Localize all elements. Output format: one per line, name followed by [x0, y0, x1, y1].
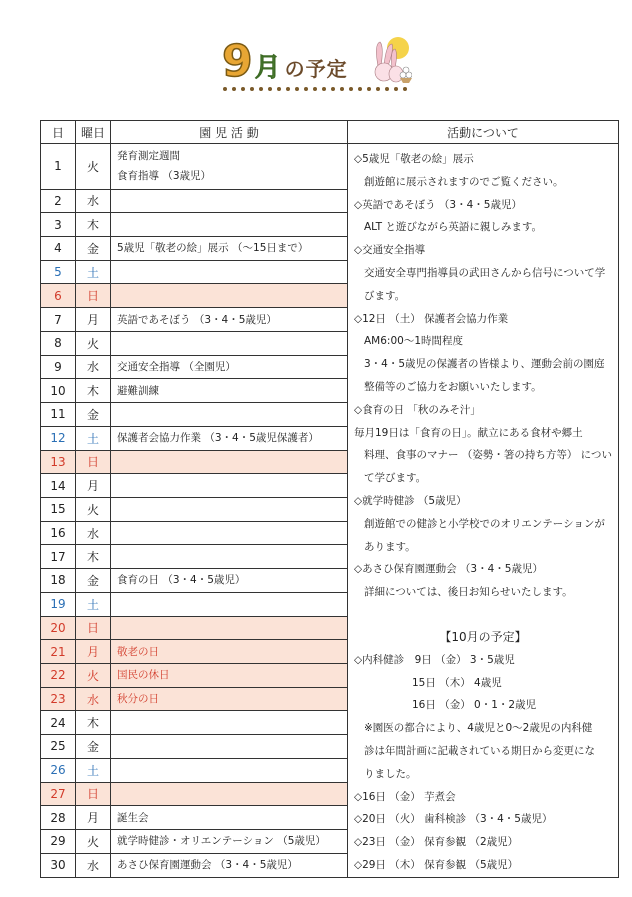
day-cell: 20 — [41, 616, 76, 640]
activity-cell — [111, 189, 348, 213]
weekday-cell: 日 — [76, 284, 111, 308]
activity-text: 就学時健診・オリエンテーション （5歳児） — [117, 835, 326, 848]
activity-cell — [111, 450, 348, 474]
note-line: ◇食育の日 「秋のみそ汁」 — [354, 403, 481, 416]
note-line: ◇12日 （土） 保護者会協力作業 — [354, 312, 509, 325]
day-cell: 16 — [41, 521, 76, 545]
note-line: びます。 — [364, 289, 406, 302]
next-month-line: ◇16日 （金） 芋煮会 — [354, 790, 456, 803]
activity-text: あさひ保育園運動会 （3・4・5歳児） — [117, 859, 298, 872]
activity-cell — [111, 569, 348, 593]
note-line: 創遊館に展示されますのでご覧ください。 — [364, 175, 564, 188]
weekday-cell: 月 — [76, 308, 111, 332]
notes-cell — [348, 144, 619, 878]
activity-cell — [111, 711, 348, 735]
schedule-body — [41, 144, 619, 878]
note-line: 3・4・5歳児の保護者の皆様より、運動会前の園庭 — [364, 358, 605, 371]
day-cell: 1 — [41, 144, 76, 190]
activity-cell — [111, 403, 348, 427]
next-month-line: ◇23日 （金） 保育参観 （2歳児） — [354, 836, 519, 849]
day-cell: 17 — [41, 545, 76, 569]
note-line: ◇英語であそぼう （3・4・5歳児） — [354, 198, 522, 211]
day-cell: 10 — [41, 379, 76, 403]
activity-cell — [111, 379, 348, 403]
day-cell: 27 — [41, 782, 76, 806]
table-row — [41, 144, 619, 190]
activity-text: 5歳児「敬老の絵」展示 （～15日まで） — [117, 242, 309, 255]
day-cell: 28 — [41, 806, 76, 830]
day-cell: 8 — [41, 331, 76, 355]
day-cell: 14 — [41, 474, 76, 498]
activity-cell — [111, 260, 348, 284]
day-cell: 19 — [41, 592, 76, 616]
activity-cell — [111, 237, 348, 261]
weekday-cell: 金 — [76, 237, 111, 261]
activity-cell — [111, 663, 348, 687]
day-cell: 23 — [41, 687, 76, 711]
day-cell: 7 — [41, 308, 76, 332]
note-line: 毎月19日は「食育の日」。献立にある食材や郷土 — [354, 426, 583, 439]
day-cell: 22 — [41, 663, 76, 687]
note-line: AM6:00～1時間程度 — [364, 335, 464, 348]
activity-text: 食育指導 （3歳児） — [117, 170, 212, 183]
weekday-cell: 日 — [76, 782, 111, 806]
weekday-cell: 金 — [76, 569, 111, 593]
activity-text: 発育測定週間 — [117, 150, 180, 163]
note-line: ◇5歳児「敬老の絵」展示 — [354, 153, 474, 165]
activity-cell — [111, 640, 348, 664]
activity-cell — [111, 687, 348, 711]
next-month-line: ◇29日 （木） 保育参観 （5歳児） — [354, 858, 519, 871]
note-line: 整備等のご協力をお願いいたします。 — [364, 380, 542, 393]
header-notes: 活動について — [348, 121, 619, 144]
weekday-cell: 木 — [76, 379, 111, 403]
day-cell: 29 — [41, 830, 76, 854]
weekday-cell: 日 — [76, 616, 111, 640]
activity-cell — [111, 474, 348, 498]
next-month-line: ◇20日 （火） 歯科検診 （3・4・5歳児） — [354, 813, 553, 826]
notes-content — [348, 144, 618, 877]
activity-cell — [111, 782, 348, 806]
day-cell: 18 — [41, 569, 76, 593]
note-line: て学びます。 — [364, 472, 427, 485]
activity-text: 食育の日 （3・4・5歳児） — [117, 574, 246, 587]
activity-text: 交通安全指導 （全園児） — [117, 360, 236, 373]
weekday-cell: 土 — [76, 260, 111, 284]
weekday-cell: 日 — [76, 450, 111, 474]
note-line: ALT と遊びながら英語に親しみます。 — [364, 221, 542, 234]
activity-cell — [111, 331, 348, 355]
weekday-cell: 月 — [76, 806, 111, 830]
activity-cell — [111, 830, 348, 854]
weekday-cell: 火 — [76, 830, 111, 854]
day-cell: 3 — [41, 213, 76, 237]
next-month-line: 診は年間計画に記載されている期日から変更にな — [364, 744, 595, 757]
next-month-line: 16日 （金） 0・1・2歳児 — [412, 699, 537, 712]
day-cell: 6 — [41, 284, 76, 308]
weekday-cell: 土 — [76, 426, 111, 450]
weekday-cell: 水 — [76, 355, 111, 379]
activity-cell — [111, 592, 348, 616]
next-month-title: 【10月の予定】 — [439, 629, 527, 644]
note-line: 詳細については、後日お知らせいたします。 — [364, 586, 573, 599]
activity-text: 英語であそぼう （3・4・5歳児） — [117, 313, 277, 326]
day-cell: 21 — [41, 640, 76, 664]
activity-text: 敬老の日 — [117, 645, 159, 658]
activity-cell — [111, 355, 348, 379]
weekday-cell: 火 — [76, 331, 111, 355]
day-cell: 30 — [41, 853, 76, 877]
weekday-cell: 土 — [76, 592, 111, 616]
schedule-table — [40, 120, 619, 878]
day-cell: 12 — [41, 426, 76, 450]
title-month: 月 — [254, 53, 281, 83]
dotted-underline — [222, 86, 412, 92]
note-line: 創遊館での健診と小学校でのオリエンテーションが — [364, 517, 605, 530]
page-header — [0, 28, 632, 98]
weekday-cell: 土 — [76, 758, 111, 782]
activity-cell — [111, 144, 348, 190]
weekday-cell: 月 — [76, 640, 111, 664]
activity-cell — [111, 853, 348, 877]
day-cell: 26 — [41, 758, 76, 782]
weekday-cell: 水 — [76, 189, 111, 213]
activity-cell — [111, 497, 348, 521]
activity-text: 秋分の日 — [117, 693, 159, 706]
weekday-cell: 水 — [76, 521, 111, 545]
activity-cell — [111, 806, 348, 830]
day-cell: 15 — [41, 497, 76, 521]
day-cell: 2 — [41, 189, 76, 213]
note-line: ◇交通安全指導 — [354, 244, 426, 257]
header-weekday: 曜日 — [76, 121, 111, 144]
table-header-row — [41, 121, 619, 144]
day-cell: 9 — [41, 355, 76, 379]
title-number: 9 — [222, 36, 253, 87]
weekday-cell: 火 — [76, 663, 111, 687]
day-cell: 24 — [41, 711, 76, 735]
next-month-line: 15日 （木） 4歳児 — [412, 676, 502, 689]
day-cell: 13 — [41, 450, 76, 474]
activity-cell — [111, 213, 348, 237]
weekday-cell: 金 — [76, 403, 111, 427]
day-cell: 4 — [41, 237, 76, 261]
page-title — [222, 34, 348, 87]
weekday-cell: 火 — [76, 497, 111, 521]
weekday-cell: 木 — [76, 545, 111, 569]
header-activities: 園 児 活 動 — [111, 121, 348, 144]
next-month-line: ※園医の都合により、4歳児と0～2歳児の内科健 — [364, 722, 593, 735]
weekday-cell: 火 — [76, 144, 111, 190]
activity-cell — [111, 284, 348, 308]
weekday-cell: 水 — [76, 687, 111, 711]
activity-text: 誕生会 — [117, 811, 149, 824]
activity-text: 保護者会協力作業 （3・4・5歳児保護者） — [117, 432, 319, 445]
activity-cell — [111, 426, 348, 450]
next-month-line: ◇内科健診 9日 （金） 3・5歳児 — [354, 653, 515, 666]
day-cell: 25 — [41, 735, 76, 759]
note-line: 交通安全専門指導員の武田さんから信号について学 — [364, 266, 606, 279]
note-line: ◇就学時健診 （5歳児） — [354, 494, 467, 507]
day-cell: 5 — [41, 260, 76, 284]
day-cell: 11 — [41, 403, 76, 427]
weekday-cell: 水 — [76, 853, 111, 877]
activity-cell — [111, 545, 348, 569]
weekday-cell: 月 — [76, 474, 111, 498]
header-day: 日 — [41, 121, 76, 144]
note-line: 料理、食事のマナー （姿勢・箸の持ち方等） につい — [364, 449, 612, 462]
activity-text: 避難訓練 — [117, 384, 159, 397]
note-line: ◇あさひ保育園運動会 （3・4・5歳児） — [354, 563, 543, 576]
activity-cell — [111, 758, 348, 782]
activity-cell — [111, 521, 348, 545]
title-text: の予定 — [284, 57, 348, 81]
next-month-line: りました。 — [364, 767, 417, 780]
activity-cell — [111, 308, 348, 332]
activity-cell — [111, 616, 348, 640]
weekday-cell: 木 — [76, 711, 111, 735]
moon-bunny-icon — [368, 34, 412, 84]
weekday-cell: 木 — [76, 213, 111, 237]
activity-text: 国民の休日 — [117, 669, 170, 682]
weekday-cell: 金 — [76, 735, 111, 759]
note-line: あります。 — [364, 540, 416, 553]
activity-cell — [111, 735, 348, 759]
